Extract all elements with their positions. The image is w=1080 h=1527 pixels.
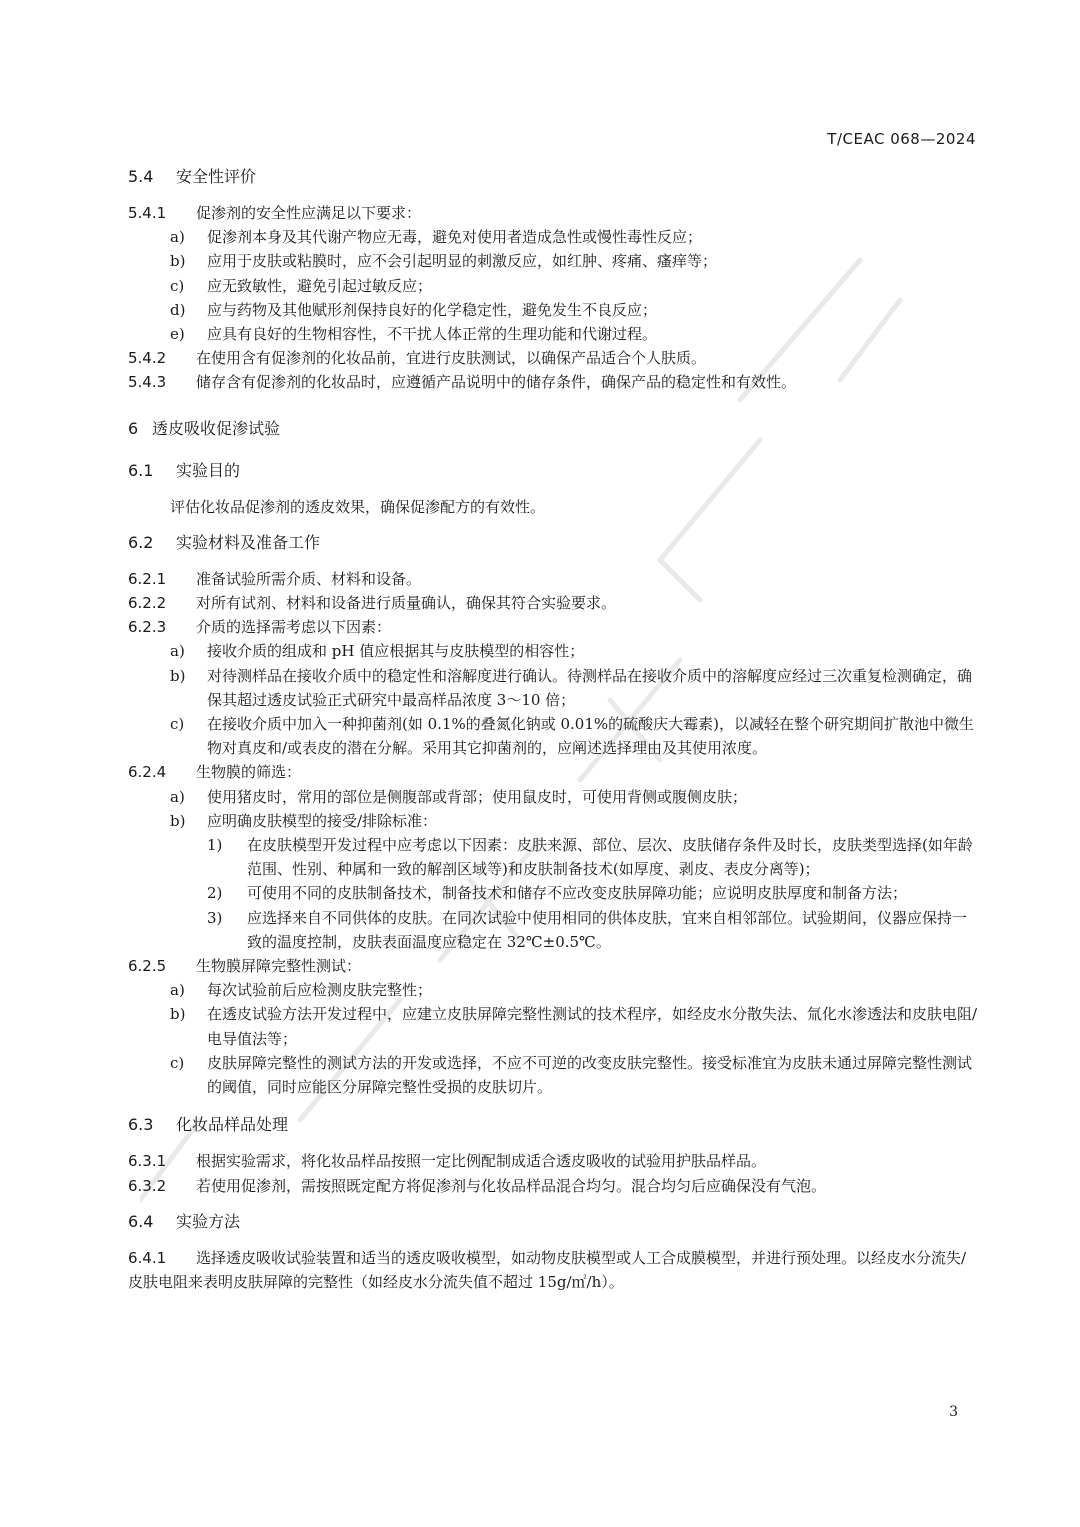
item-marker: c) — [170, 715, 185, 734]
item-marker: 3) — [207, 908, 223, 927]
section-title: 实验材料及准备工作 — [176, 532, 321, 552]
item-text: 在接收介质中加入一种抑菌剂(如 0.1%的叠氮化钠或 0.01%的硫酸庆大霉素)，以减轻在整个研究期间扩散池中微生物对真皮和/或表皮的潜在分解。采用其它抑菌剂的，应阐述选择理由及其使用浓度。 — [207, 715, 975, 758]
item-text: 应明确皮肤模型的接受/排除标准： — [207, 811, 438, 830]
clause-text: 若使用促渗剂，需按照既定配方将促渗剂与化妆品样品混合均匀。混合均匀后应确保没有气泡。 — [196, 1176, 827, 1195]
clause-6-3-2 — [128, 1174, 978, 1198]
clause-6-2-4 — [128, 760, 978, 784]
list-item — [128, 978, 978, 1002]
clause-text: 生物膜屏障完整性测试： — [196, 957, 362, 976]
section-number: 5.4 — [128, 167, 154, 186]
list-item — [128, 664, 978, 712]
clause-number: 6.2.4 — [128, 763, 167, 782]
item-text: 可使用不同的皮肤制备技术，制备技术和储存不应改变皮肤屏障功能；应说明皮肤厚度和制备方法； — [247, 884, 908, 903]
item-marker: e) — [170, 325, 185, 344]
item-marker: b) — [170, 1005, 186, 1024]
section-title: 化妆品样品处理 — [176, 1115, 289, 1135]
clause-text: 促渗剂的安全性应满足以下要求： — [196, 204, 422, 222]
section-heading-6-4 — [128, 1210, 978, 1234]
item-marker: c) — [170, 276, 185, 295]
item-text: 皮肤屏障完整性的测试方法的开发或选择，不应不可逆的改变皮肤完整性。接受标准宜为皮肤未通过屏障完整性测试的阈值，同时应能区分屏障完整性受损的皮肤切片。 — [207, 1053, 973, 1097]
clause-text: 根据实验需求，将化妆品样品按照一定比例配制成适合透皮吸收的试验用护肤品样品。 — [196, 1152, 767, 1171]
clause-number: 5.4.2 — [128, 349, 167, 368]
item-marker: d) — [170, 300, 186, 319]
list-item — [128, 322, 978, 346]
item-marker: a) — [170, 228, 185, 247]
chapter-title: 透皮吸收促渗试验 — [152, 418, 281, 438]
clause-number: 6.2.1 — [128, 569, 167, 588]
clause-6-2-5 — [128, 954, 978, 978]
clause-6-2-3 — [128, 615, 978, 639]
clause-text: 生物膜的筛选： — [196, 763, 302, 782]
section-number: 6.3 — [128, 1115, 154, 1135]
chapter-number: 6 — [128, 418, 139, 438]
paragraph: 评估化妆品促渗剂的透皮效果，确保促渗配方的有效性。 — [170, 497, 546, 516]
section-number: 6.2 — [128, 532, 154, 552]
clause-6-2-1 — [128, 567, 978, 591]
item-text: 对待测样品在接收介质中的稳定性和溶解度进行确认。待测样品在接收介质中的溶解度应经过三次重复检测确定，确保其超过透皮试验正式研究中最高样品浓度 3～10 倍； — [207, 666, 973, 709]
section-number: 6.1 — [128, 460, 154, 480]
clause-number: 6.3.1 — [128, 1152, 167, 1171]
list-item — [128, 1002, 978, 1050]
item-text: 每次试验前后应检测皮肤完整性； — [207, 981, 433, 1000]
item-text: 在透皮试验方法开发过程中，应建立皮肤屏障完整性测试的技术程序，如经皮水分散失法、氚化水渗透法和皮肤电阻/电导值法等； — [207, 1005, 978, 1048]
item-text: 应具有良好的生物相容性，不干扰人体正常的生理功能和代谢过程。 — [207, 325, 658, 344]
item-text: 促渗剂本身及其代谢产物应无毒，避免对使用者造成急性或慢性毒性反应； — [207, 228, 703, 247]
clause-6-2-2 — [128, 591, 978, 615]
clause-6-3-1 — [128, 1149, 978, 1173]
list-item — [128, 249, 978, 273]
item-marker: a) — [170, 642, 185, 661]
section-heading-6-3 — [128, 1113, 978, 1137]
list-item — [128, 639, 978, 663]
item-text: 应无致敏性，避免引起过敏反应； — [207, 276, 433, 295]
item-text: 在皮肤模型开发过程中应考虑以下因素：皮肤来源、部位、层次、皮肤储存条件及时长，皮肤类型选择(如年龄范围、性别、种属和一致的解剖区域等)和皮肤制备技术(如厚度、剥皮、表皮分离等)； — [247, 836, 973, 879]
item-marker: 1) — [207, 836, 223, 855]
clause-6-4-1 — [128, 1246, 978, 1294]
list-item — [128, 274, 978, 298]
clause-number: 6.2.2 — [128, 594, 167, 613]
list-item — [128, 785, 978, 809]
item-marker: c) — [170, 1053, 185, 1072]
clause-text: 在使用含有促渗剂的化妆品前，宜进行皮肤测试，以确保产品适合个人肤质。 — [196, 349, 707, 368]
clause-number: 6.3.2 — [128, 1176, 167, 1195]
section-title: 实验方法 — [176, 1211, 241, 1231]
clause-text: 选择透皮吸收试验装置和适当的透皮吸收模型，如动物皮肤模型或人工合成膜模型，并进行预处理。以经皮水分流失/皮肤电阻来表明皮肤屏障的完整性（如经皮水分流失值不超过 15g/㎡/h）。 — [128, 1248, 967, 1291]
list-item — [128, 809, 978, 833]
sub-list-item — [128, 833, 978, 881]
section-title: 安全性评价 — [176, 167, 257, 186]
section-heading-5-4 — [128, 165, 978, 189]
clause-5-4-2 — [128, 346, 978, 370]
clause-text: 对所有试剂、材料和设备进行质量确认，确保其符合实验要求。 — [196, 594, 617, 613]
chapter-heading-6 — [128, 417, 978, 441]
sub-list-item — [128, 881, 978, 905]
clause-number: 6.2.3 — [128, 618, 167, 637]
item-text: 应选择来自不同供体的皮肤。在同次试验中使用相同的供体皮肤，宜来自相邻部位。试验期间，仪器应保持一致的温度控制，皮肤表面温度应稳定在 32℃±0.5℃。 — [247, 908, 968, 951]
clause-text: 准备试验所需介质、材料和设备。 — [196, 569, 422, 588]
list-item — [128, 225, 978, 249]
page-number: 3 — [949, 1404, 958, 1420]
item-text: 应与药物及其他赋形剂保持良好的化学稳定性，避免发生不良反应； — [207, 300, 658, 319]
clause-number: 6.4.1 — [128, 1248, 167, 1267]
item-text: 接收介质的组成和 pH 值应根据其与皮肤模型的相容性； — [207, 642, 585, 661]
item-text: 使用猪皮时，常用的部位是侧腹部或背部；使用鼠皮时，可使用背侧或腹侧皮肤； — [207, 787, 748, 806]
clause-number: 6.2.5 — [128, 957, 167, 976]
sub-list-item — [128, 906, 978, 954]
clause-text: 储存含有促渗剂的化妆品时，应遵循产品说明中的储存条件，确保产品的稳定性和有效性。 — [196, 373, 797, 392]
item-marker: a) — [170, 981, 185, 1000]
clause-5-4-3 — [128, 370, 978, 394]
clause-number: 5.4.1 — [128, 204, 167, 222]
item-marker: b) — [170, 666, 186, 685]
document-body — [128, 165, 978, 1294]
clause-5-4-1 — [128, 201, 978, 225]
list-item — [128, 1051, 978, 1099]
section-heading-6-2 — [128, 531, 978, 555]
item-marker: b) — [170, 252, 186, 271]
clause-number: 5.4.3 — [128, 373, 167, 392]
section-heading-6-1 — [128, 459, 978, 483]
item-marker: 2) — [207, 884, 223, 903]
list-item — [128, 712, 978, 760]
list-item — [128, 298, 978, 322]
section-number: 6.4 — [128, 1211, 154, 1231]
clause-text: 介质的选择需考虑以下因素： — [196, 618, 392, 637]
standard-code: T/CEAC 068—2024 — [827, 130, 976, 148]
item-text: 应用于皮肤或粘膜时，应不会引起明显的刺激反应，如红肿、疼痛、瘙痒等； — [207, 252, 718, 271]
item-marker: b) — [170, 811, 186, 830]
section-title: 实验目的 — [176, 460, 241, 480]
item-marker: a) — [170, 787, 185, 806]
